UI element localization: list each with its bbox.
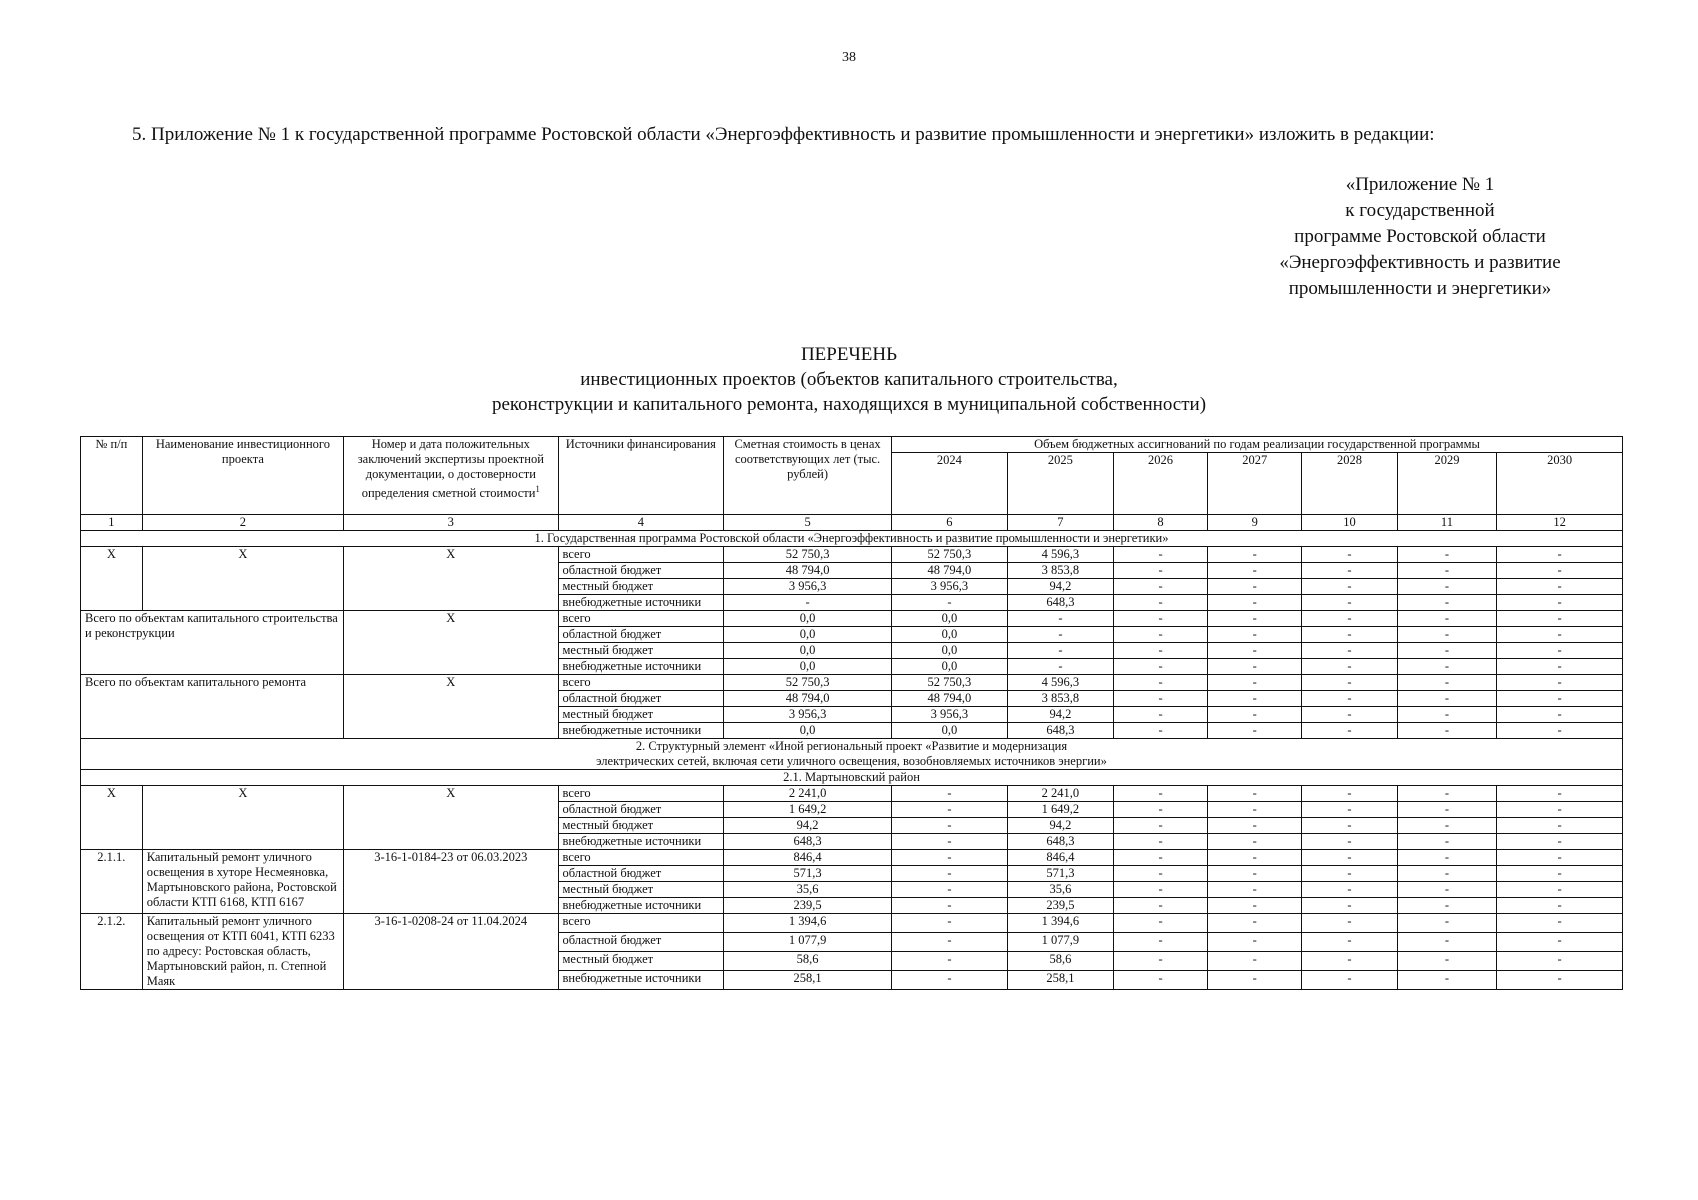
header-expertise-text: Номер и дата положительных заключений экспертизы проектной документации, о достоверности определения сметной стоимости (357, 437, 544, 501)
value-cell: - (1497, 786, 1623, 802)
value-cell: 239,5 (724, 898, 892, 914)
header-source: Источники финансирования (558, 437, 724, 515)
value-cell: - (1497, 952, 1623, 971)
table-row (81, 914, 1623, 933)
header-year: 2027 (1208, 453, 1302, 515)
value-cell: - (1007, 659, 1113, 675)
value-cell: - (1397, 786, 1497, 802)
expertise-number: Х (344, 547, 558, 611)
column-number: 2 (142, 515, 343, 531)
value-cell: - (891, 971, 1007, 990)
value-cell: - (1397, 952, 1497, 971)
value-cell: - (1497, 933, 1623, 952)
funding-source: всего (558, 675, 724, 691)
value-cell: - (1302, 933, 1397, 952)
value-cell: 3 956,3 (724, 707, 892, 723)
value-cell: - (1113, 933, 1207, 952)
table-row (81, 547, 1623, 563)
expertise-number: Х (344, 611, 558, 675)
value-cell: - (1397, 547, 1497, 563)
value-cell: - (1113, 834, 1207, 850)
value-cell: - (1302, 547, 1397, 563)
value-cell: 0,0 (891, 659, 1007, 675)
value-cell: 0,0 (891, 611, 1007, 627)
table-row (81, 850, 1623, 866)
value-cell: - (1208, 611, 1302, 627)
funding-source: всего (558, 914, 724, 933)
value-cell: - (1302, 643, 1397, 659)
column-number: 1 (81, 515, 143, 531)
value-cell: 52 750,3 (724, 547, 892, 563)
value-cell: - (1208, 723, 1302, 739)
column-number: 6 (891, 515, 1007, 531)
value-cell: - (1113, 627, 1207, 643)
value-cell: 0,0 (724, 643, 892, 659)
project-name: Всего по объектам капитального ремонта (81, 675, 344, 739)
value-cell: - (1113, 579, 1207, 595)
header-row (81, 437, 1623, 453)
value-cell: - (1007, 611, 1113, 627)
value-cell: - (1497, 850, 1623, 866)
value-cell: 0,0 (724, 627, 892, 643)
value-cell: - (1302, 866, 1397, 882)
document-title (0, 342, 1698, 417)
funding-source: областной бюджет (558, 691, 724, 707)
value-cell: - (1208, 659, 1302, 675)
value-cell: 0,0 (724, 611, 892, 627)
section-title-text: электрических сетей, включая сети уличного освещения, возобновляемых источников энергии» (596, 754, 1107, 768)
value-cell: 648,3 (1007, 834, 1113, 850)
value-cell: - (1497, 643, 1623, 659)
value-cell: - (1208, 818, 1302, 834)
value-cell: - (1007, 627, 1113, 643)
value-cell: - (1302, 850, 1397, 866)
value-cell: - (1397, 659, 1497, 675)
value-cell: - (1397, 611, 1497, 627)
column-number: 7 (1007, 515, 1113, 531)
value-cell: 35,6 (724, 882, 892, 898)
value-cell: - (1208, 579, 1302, 595)
project-name: Всего по объектам капитального строительства и реконструкции (81, 611, 344, 675)
column-number-row (81, 515, 1623, 531)
value-cell: - (1397, 675, 1497, 691)
value-cell: 571,3 (1007, 866, 1113, 882)
section-title (81, 739, 1623, 770)
value-cell: - (1208, 866, 1302, 882)
section-title-text: 1. Государственная программа Ростовской области «Энергоэффективность и развитие промышленности и энергетики» (534, 531, 1169, 545)
value-cell: - (1113, 866, 1207, 882)
value-cell: - (891, 952, 1007, 971)
value-cell: 94,2 (1007, 579, 1113, 595)
value-cell: 2 241,0 (724, 786, 892, 802)
title-line: реконструкции и капитального ремонта, находящихся в муниципальной собственности) (491, 394, 1207, 415)
value-cell: - (1397, 914, 1497, 933)
value-cell: - (891, 866, 1007, 882)
funding-source: внебюджетные источники (558, 971, 724, 990)
project-name: Капитальный ремонт уличного освещения от КТП 6041, КТП 6233 по адресу: Ростовская область, Мартыновский район, п. Степной Маяк (142, 914, 343, 990)
header-name: Наименование инвестиционного проекта (142, 437, 343, 515)
value-cell: - (1397, 882, 1497, 898)
value-cell: 239,5 (1007, 898, 1113, 914)
value-cell: - (891, 818, 1007, 834)
value-cell: - (1302, 834, 1397, 850)
appendix-line: программе Ростовской области (1294, 226, 1546, 247)
value-cell: - (1397, 933, 1497, 952)
funding-source: внебюджетные источники (558, 834, 724, 850)
value-cell: - (891, 850, 1007, 866)
funding-source: областной бюджет (558, 802, 724, 818)
value-cell: - (1302, 786, 1397, 802)
value-cell: - (1302, 659, 1397, 675)
column-number: 8 (1113, 515, 1207, 531)
value-cell: - (1497, 627, 1623, 643)
value-cell: - (1497, 802, 1623, 818)
value-cell: 48 794,0 (891, 691, 1007, 707)
column-number: 11 (1397, 515, 1497, 531)
value-cell: - (1397, 643, 1497, 659)
value-cell: 1 077,9 (724, 933, 892, 952)
title-line: инвестиционных проектов (объектов капитального строительства, (580, 369, 1118, 390)
value-cell: - (1497, 898, 1623, 914)
value-cell: 3 853,8 (1007, 691, 1113, 707)
project-num: 2.1.2. (81, 914, 143, 990)
value-cell: - (1113, 691, 1207, 707)
header-year: 2025 (1007, 453, 1113, 515)
value-cell: - (1497, 595, 1623, 611)
value-cell: - (1302, 611, 1397, 627)
value-cell: - (1113, 971, 1207, 990)
value-cell: - (1497, 834, 1623, 850)
funding-source: местный бюджет (558, 643, 724, 659)
value-cell: - (1113, 914, 1207, 933)
title-line: ПЕРЕЧЕНЬ (800, 344, 898, 365)
value-cell: - (1302, 563, 1397, 579)
value-cell: - (1208, 563, 1302, 579)
value-cell: 1 649,2 (724, 802, 892, 818)
value-cell: - (1208, 933, 1302, 952)
funding-source: местный бюджет (558, 882, 724, 898)
value-cell: - (1208, 898, 1302, 914)
value-cell: - (1397, 595, 1497, 611)
value-cell: 52 750,3 (891, 675, 1007, 691)
funding-source: местный бюджет (558, 579, 724, 595)
table-body (81, 531, 1623, 990)
value-cell: - (1113, 882, 1207, 898)
funding-source: всего (558, 850, 724, 866)
value-cell: - (1208, 786, 1302, 802)
header-year: 2028 (1302, 453, 1397, 515)
value-cell: - (1208, 971, 1302, 990)
value-cell: - (1302, 707, 1397, 723)
value-cell: - (1113, 818, 1207, 834)
value-cell: - (1302, 802, 1397, 818)
funding-source: всего (558, 611, 724, 627)
value-cell: - (1113, 675, 1207, 691)
value-cell: - (1497, 579, 1623, 595)
intro-paragraph: 5. Приложение № 1 к государственной программе Ростовской области «Энергоэффективность и развитие промышленности и энергетики» изложить в редакции: (132, 124, 1435, 145)
value-cell: - (1113, 563, 1207, 579)
value-cell: - (1302, 971, 1397, 990)
value-cell: 58,6 (724, 952, 892, 971)
value-cell: 0,0 (891, 627, 1007, 643)
value-cell: 1 394,6 (1007, 914, 1113, 933)
value-cell: 0,0 (891, 723, 1007, 739)
value-cell: 258,1 (1007, 971, 1113, 990)
value-cell: - (1302, 595, 1397, 611)
funding-source: местный бюджет (558, 818, 724, 834)
section-title-cell (81, 531, 1623, 547)
value-cell: 52 750,3 (724, 675, 892, 691)
expertise-number: 3-16-1-0184-23 от 06.03.2023 (344, 850, 558, 914)
funding-source: всего (558, 786, 724, 802)
value-cell: - (1113, 802, 1207, 818)
project-name: Капитальный ремонт уличного освещения в хуторе Несмеяновка, Мартыновского района, Ростовской области КТП 6168, КТП 6167 (142, 850, 343, 914)
value-cell: - (1397, 898, 1497, 914)
value-cell: - (1208, 595, 1302, 611)
value-cell: 48 794,0 (891, 563, 1007, 579)
value-cell: 4 596,3 (1007, 675, 1113, 691)
value-cell: - (891, 914, 1007, 933)
value-cell: 846,4 (724, 850, 892, 866)
investment-projects-table (80, 436, 1623, 990)
value-cell: - (1208, 882, 1302, 898)
value-cell: 648,3 (1007, 595, 1113, 611)
value-cell: - (1497, 882, 1623, 898)
value-cell: - (1302, 627, 1397, 643)
value-cell: - (1497, 659, 1623, 675)
value-cell: - (1397, 723, 1497, 739)
value-cell: - (1113, 952, 1207, 971)
value-cell: - (1208, 834, 1302, 850)
column-number: 9 (1208, 515, 1302, 531)
header-year: 2026 (1113, 453, 1207, 515)
value-cell: 846,4 (1007, 850, 1113, 866)
value-cell: - (1302, 898, 1397, 914)
value-cell: 648,3 (724, 834, 892, 850)
value-cell: 2 241,0 (1007, 786, 1113, 802)
header-cost: Сметная стоимость в ценах соответствующих лет (тыс. рублей) (724, 437, 892, 515)
value-cell: - (1208, 675, 1302, 691)
value-cell: - (1302, 675, 1397, 691)
value-cell: 52 750,3 (891, 547, 1007, 563)
value-cell: 0,0 (724, 659, 892, 675)
funding-source: внебюджетные источники (558, 595, 724, 611)
funding-source: местный бюджет (558, 952, 724, 971)
value-cell: - (1113, 659, 1207, 675)
value-cell: - (891, 834, 1007, 850)
value-cell: - (1208, 952, 1302, 971)
section-title-cell (81, 739, 1623, 770)
value-cell: - (1208, 802, 1302, 818)
value-cell: - (1302, 691, 1397, 707)
appendix-line: промышленности и энергетики» (1288, 278, 1552, 299)
page-number: 38 (842, 50, 856, 65)
subsection-title (81, 770, 1623, 786)
value-cell: - (1497, 866, 1623, 882)
header-year: 2029 (1397, 453, 1497, 515)
value-cell: - (1113, 898, 1207, 914)
value-cell: - (1397, 818, 1497, 834)
header-num: № п/п (81, 437, 143, 515)
value-cell: - (1113, 723, 1207, 739)
value-cell: - (891, 898, 1007, 914)
value-cell: - (1397, 850, 1497, 866)
section-title-text: 2. Структурный элемент «Иной региональный проект «Развитие и модернизация (635, 739, 1068, 753)
value-cell: - (1007, 643, 1113, 659)
subsection-title-text: 2.1. Мартыновский район (783, 770, 920, 784)
value-cell: - (1302, 952, 1397, 971)
value-cell: 258,1 (724, 971, 892, 990)
funding-source: местный бюджет (558, 707, 724, 723)
funding-source: всего (558, 547, 724, 563)
value-cell: - (1113, 611, 1207, 627)
value-cell: - (891, 786, 1007, 802)
value-cell: - (1497, 563, 1623, 579)
value-cell: - (1497, 723, 1623, 739)
expertise-number: 3-16-1-0208-24 от 11.04.2024 (344, 914, 558, 990)
value-cell: - (1208, 691, 1302, 707)
value-cell: 58,6 (1007, 952, 1113, 971)
column-number: 10 (1302, 515, 1397, 531)
table-row (81, 611, 1623, 627)
value-cell: - (1208, 850, 1302, 866)
value-cell: 94,2 (1007, 707, 1113, 723)
value-cell: 94,2 (724, 818, 892, 834)
value-cell: - (1397, 707, 1497, 723)
value-cell: 1 394,6 (724, 914, 892, 933)
funding-source: внебюджетные источники (558, 898, 724, 914)
header-years-title: Объем бюджетных ассигнований по годам реализации государственной программы (891, 437, 1622, 453)
column-number: 12 (1497, 515, 1623, 531)
table-row (81, 675, 1623, 691)
value-cell: 3 956,3 (891, 579, 1007, 595)
value-cell: - (1302, 723, 1397, 739)
value-cell: - (1208, 707, 1302, 723)
value-cell: - (1497, 691, 1623, 707)
value-cell: - (1208, 547, 1302, 563)
value-cell: - (891, 933, 1007, 952)
section-title (81, 531, 1623, 547)
header-expertise (344, 437, 558, 515)
value-cell: - (1208, 627, 1302, 643)
value-cell: - (1497, 675, 1623, 691)
value-cell: - (1497, 547, 1623, 563)
value-cell: 3 853,8 (1007, 563, 1113, 579)
value-cell: - (1113, 547, 1207, 563)
value-cell: 3 956,3 (724, 579, 892, 595)
column-number: 5 (724, 515, 892, 531)
value-cell: - (1113, 850, 1207, 866)
value-cell: 0,0 (891, 643, 1007, 659)
value-cell: 4 596,3 (1007, 547, 1113, 563)
column-number: 3 (344, 515, 558, 531)
funding-source: внебюджетные источники (558, 723, 724, 739)
value-cell: - (1208, 914, 1302, 933)
value-cell: - (1208, 643, 1302, 659)
funding-source: областной бюджет (558, 933, 724, 952)
value-cell: 35,6 (1007, 882, 1113, 898)
project-num: Х (81, 547, 143, 611)
value-cell: 648,3 (1007, 723, 1113, 739)
value-cell: - (1397, 866, 1497, 882)
expertise-number: Х (344, 786, 558, 850)
value-cell: - (1302, 579, 1397, 595)
value-cell: 94,2 (1007, 818, 1113, 834)
value-cell: - (1302, 818, 1397, 834)
funding-source: внебюджетные источники (558, 659, 724, 675)
value-cell: - (1397, 834, 1497, 850)
project-name: Х (142, 547, 343, 611)
funding-source: областной бюджет (558, 627, 724, 643)
value-cell: - (1113, 595, 1207, 611)
footnote-marker: 1 (535, 484, 540, 494)
value-cell: 1 649,2 (1007, 802, 1113, 818)
value-cell: - (891, 595, 1007, 611)
value-cell: - (1397, 563, 1497, 579)
value-cell: - (1397, 971, 1497, 990)
project-num: Х (81, 786, 143, 850)
value-cell: 1 077,9 (1007, 933, 1113, 952)
appendix-line: «Энергоэффективность и развитие (1279, 252, 1561, 273)
value-cell: - (1113, 643, 1207, 659)
value-cell: - (1497, 971, 1623, 990)
appendix-heading (1230, 172, 1610, 302)
value-cell: - (1397, 579, 1497, 595)
value-cell: 48 794,0 (724, 563, 892, 579)
value-cell: - (891, 882, 1007, 898)
value-cell: - (724, 595, 892, 611)
value-cell: - (1302, 914, 1397, 933)
subsection-title-cell (81, 770, 1623, 786)
value-cell: 3 956,3 (891, 707, 1007, 723)
funding-source: областной бюджет (558, 563, 724, 579)
value-cell: - (891, 802, 1007, 818)
appendix-line: «Приложение № 1 (1345, 174, 1495, 195)
funding-source: областной бюджет (558, 866, 724, 882)
value-cell: - (1497, 914, 1623, 933)
appendix-line: к государственной (1345, 200, 1495, 221)
header-year: 2024 (891, 453, 1007, 515)
value-cell: - (1302, 882, 1397, 898)
value-cell: - (1397, 802, 1497, 818)
value-cell: - (1397, 627, 1497, 643)
value-cell: 571,3 (724, 866, 892, 882)
value-cell: 48 794,0 (724, 691, 892, 707)
column-number: 4 (558, 515, 724, 531)
project-name: Х (142, 786, 343, 850)
project-num: 2.1.1. (81, 850, 143, 914)
value-cell: - (1497, 707, 1623, 723)
header-year: 2030 (1497, 453, 1623, 515)
value-cell: - (1397, 691, 1497, 707)
expertise-number: Х (344, 675, 558, 739)
value-cell: - (1497, 611, 1623, 627)
value-cell: - (1113, 707, 1207, 723)
value-cell: - (1497, 818, 1623, 834)
value-cell: 0,0 (724, 723, 892, 739)
table-row (81, 786, 1623, 802)
value-cell: - (1113, 786, 1207, 802)
